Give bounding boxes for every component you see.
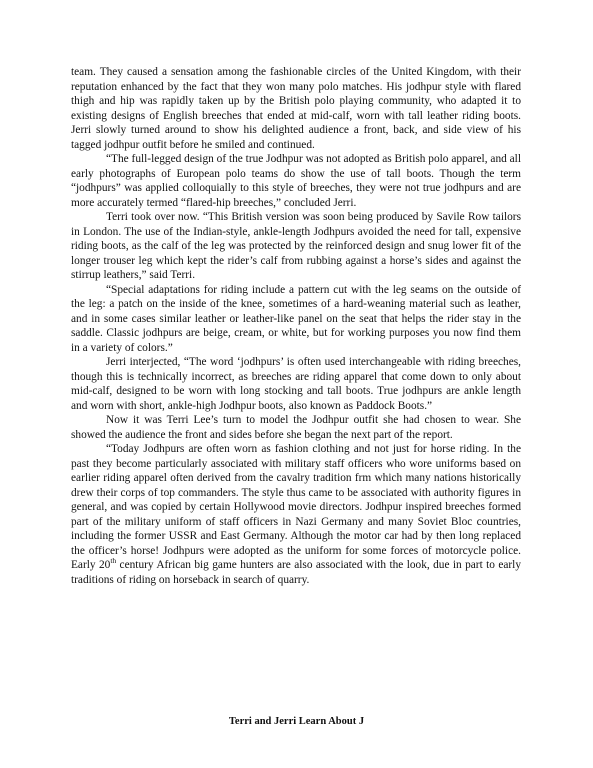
ordinal-superscript: th: [110, 556, 117, 566]
paragraph-7-text-end: century African big game hunters are also associated with the look, due in part to early traditions of riding on horseback in search of quarry.: [71, 559, 521, 586]
paragraph-1: team. They caused a sensation among the fashionable circles of the United Kingdom, with their reputation enhanced by the fact that they won many polo matches. His jodhpur style with flared thigh and hip was rapidly taken up by the British polo playing community, who adapted it to existing designs of English breeches that ended at mid-calf, worn with tall leather riding boots. Jerri slowly turned around to show his delighted audience a front, back, and side view of his tagged jodhpur outfit before he smiled and continued.: [71, 66, 521, 151]
page-footer: Terri and Jerri Learn About J: [228, 716, 365, 727]
paragraph-6: Now it was Terri Lee’s turn to model the Jodhpur outfit she had chosen to wear. She showed the audience the front and sides before she began the next part of the report.: [71, 414, 521, 441]
paragraph-7: [71, 442, 521, 587]
paragraph-5: Jerri interjected, “The word ‘jodhpurs’ is often used interchangeable with riding breeches, though this is technically incorrect, as breeches are riding apparel that come down to only about mid-calf, designed to be worn with long stocking and tall boots. True jodhpurs are ankle length and worn with short, ankle-high Jodhpur boots, also known as Paddock Boots.”: [71, 356, 521, 412]
paragraph-4: “Special adaptations for riding include a pattern cut with the leg seams on the outside of the leg: a patch on the inside of the knee, sometimes of a hard-weaning material such as leather, and in some cases similar leather or leather-like panel on the seat that helps the rider stay in the saddle. Classic jodhpurs are beige, cream, or white, but for working purposes you now find them in a variety of colors.”: [71, 283, 521, 354]
paragraph-7-text-start: “Today Jodhpurs are often worn as fashion clothing and not just for horse riding. In the past they become particularly associated with military staff officers who wore uniforms based on earlier riding apparel often derived from the cavalry tradition frm which many nations historically drew their corps of top commanders. The style thus came to be associated with authority figures in general, and was copied by certain Hollywood movie directors. Jodhpur inspired breeches formed part of the military uniform of staff officers in Nazi Germany and many Soviet Bloc countries, including the former USSR and East Germany. Although the motor car had by then long replaced the officer’s horse! Jodhpurs were adopted as the uniform for some forces of motorcycle police. Early 20: [71, 443, 521, 571]
paragraph-3: Terri took over now. “This British version was soon being produced by Savile Row tailors in London. The use of the Indian-style, ankle-length Jodhpurs avoided the need for tall, expensive riding boots, as the calf of the leg was protected by the reinforced design and snug lower fit of the longer trouser leg which kept the rider’s calf from rubbing against a horse’s sides and against the stirrup leathers,” said Terri.: [71, 211, 521, 281]
paragraph-2: “The full-legged design of the true Jodhpur was not adopted as British polo apparel, and all early photographs of European polo teams do show the use of tall boots. Though the term “jodhpurs” was applied colloquially to this style of breeches, they were not true jodhpurs and are more accurately termed “flared-hip breeches,” concluded Jerri.: [71, 153, 521, 209]
page-body: [71, 65, 521, 587]
